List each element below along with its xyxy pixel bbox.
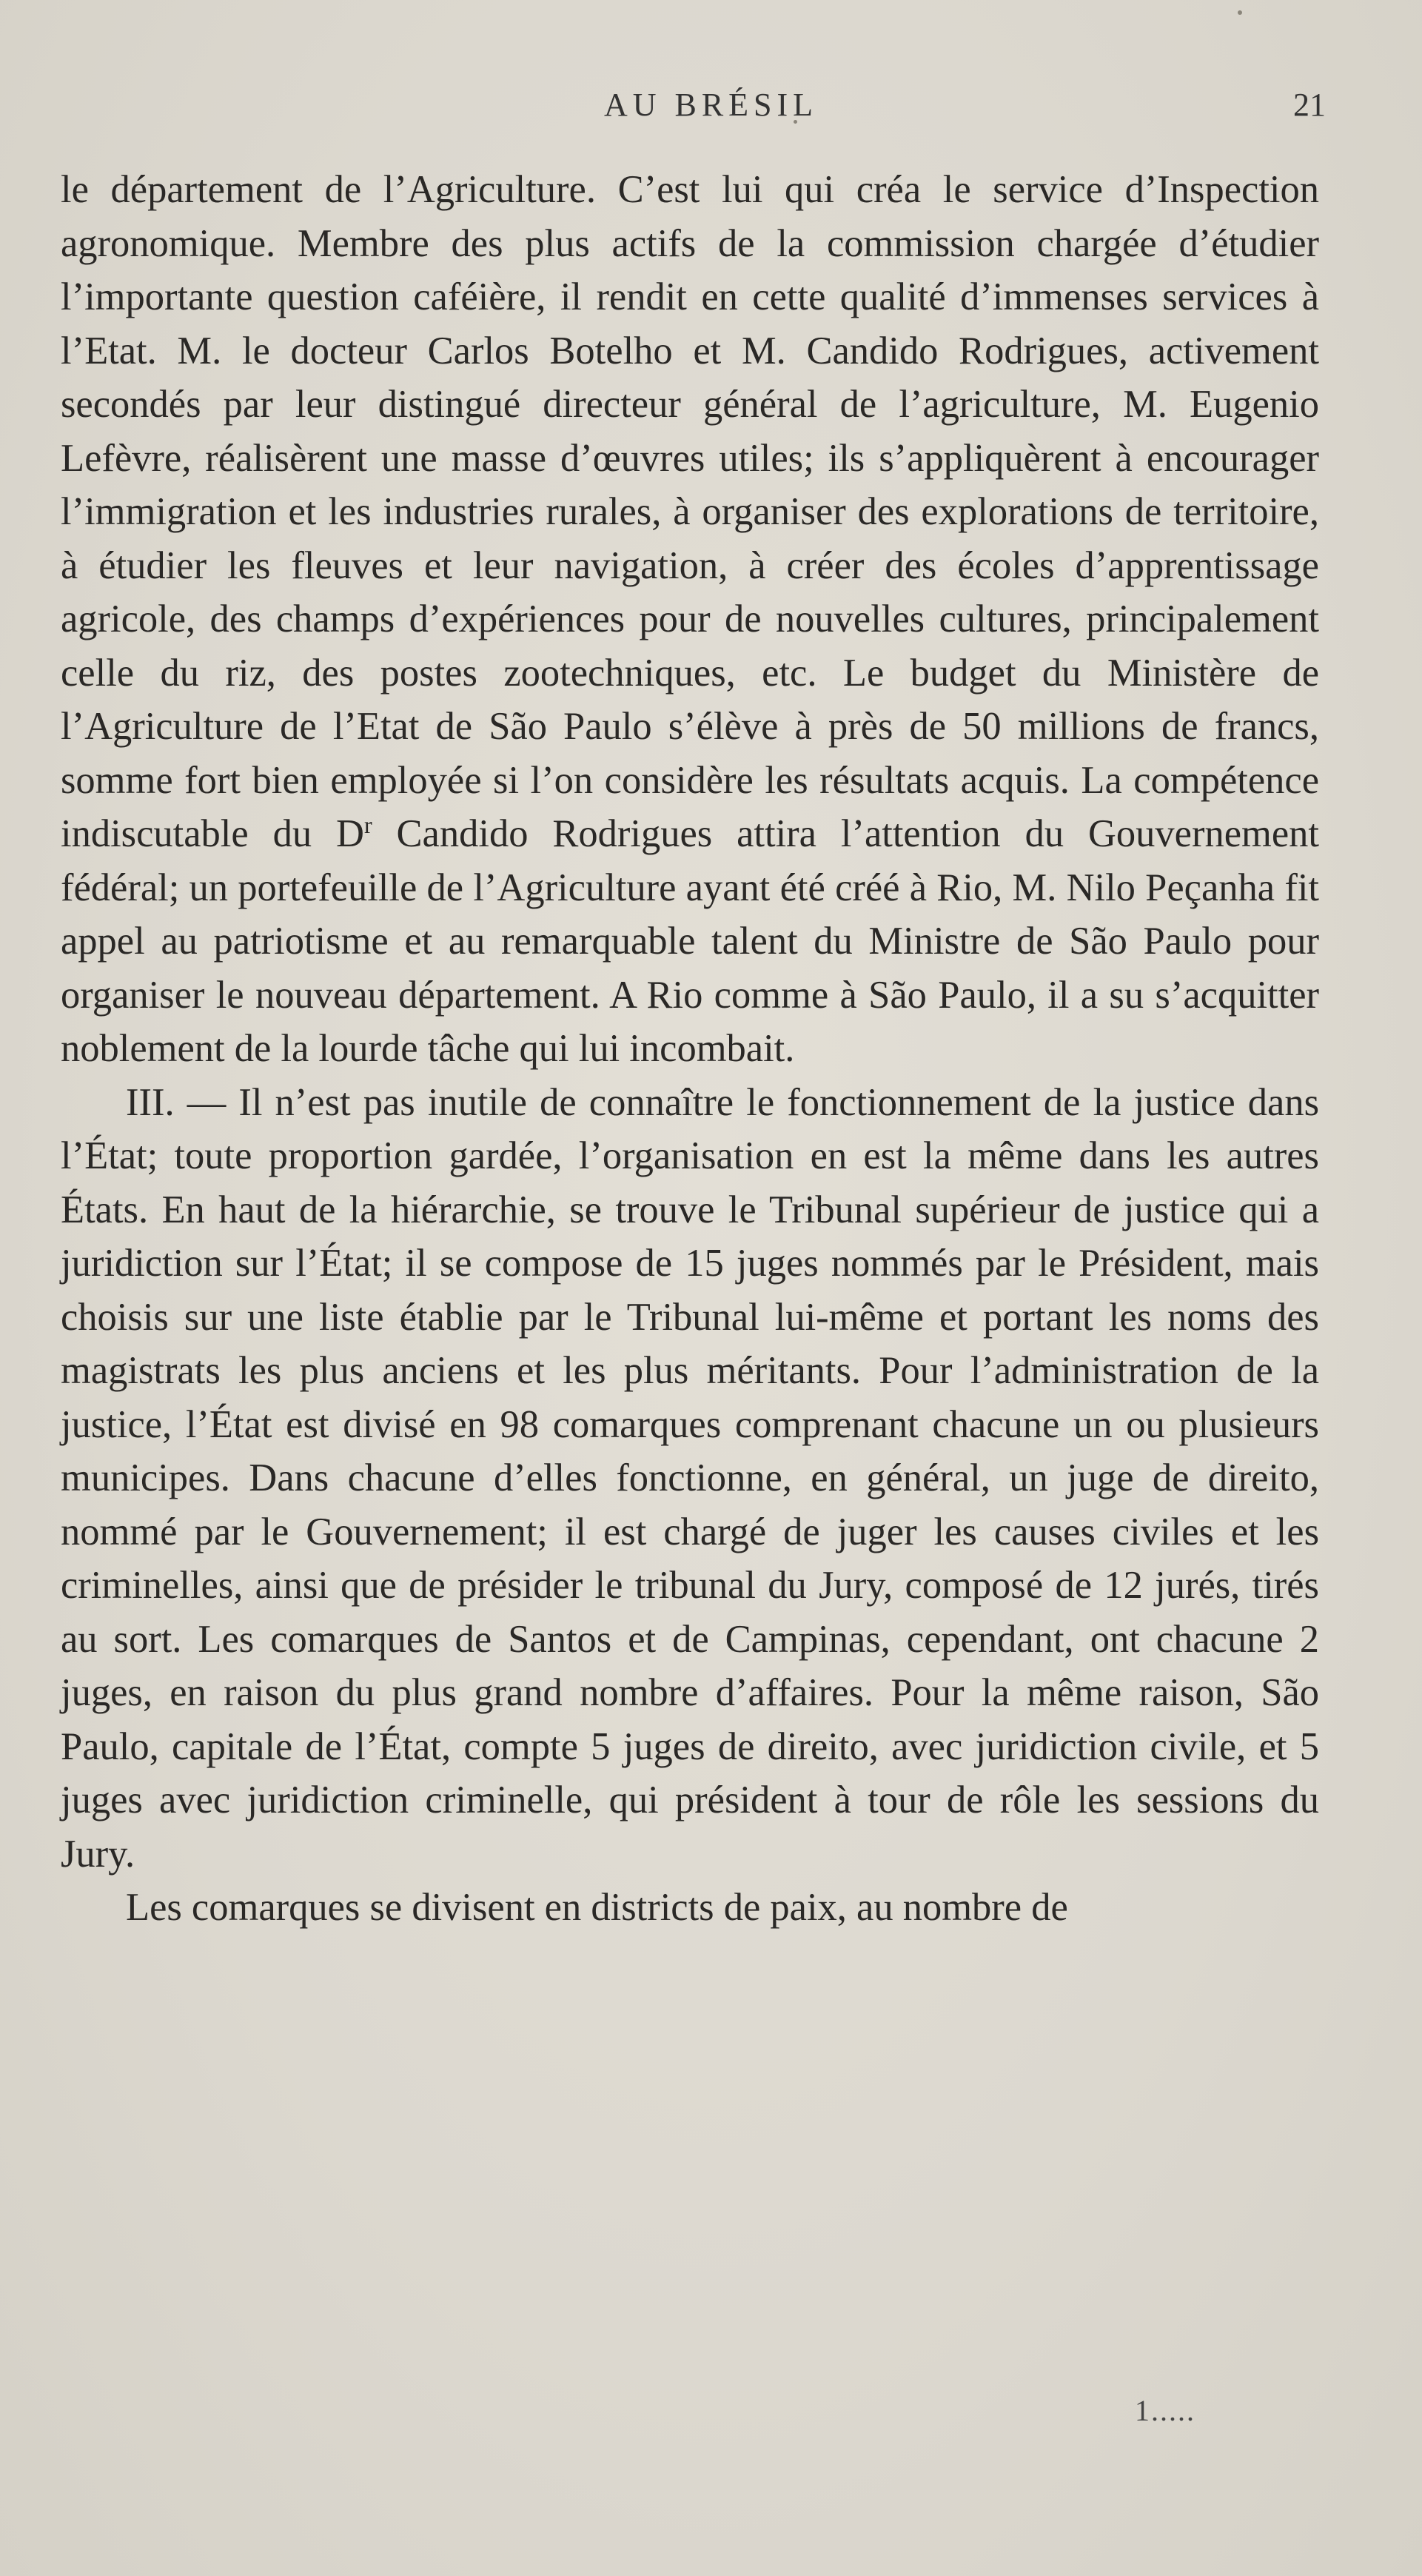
page-number: 21 [1293,87,1326,123]
paper-speck [1238,10,1242,15]
running-title: AU BRÉSIL [603,87,819,123]
paragraph-justice: III. — Il n’est pas inutile de connaître le fonctionnement de la justice dans l’État; toute proportion gardée, l’organisation en est la même dans les autres États. En haut de la hiérarchie, se trouve le Tribunal supérieur de justice qui a juridiction sur l’État; il se compose de 15 juges nommés par le Président, mais choisis sur une liste établie par le Tribunal lui-même et portant les noms des magistrats les plus anciens et les plus méritants. Pour l’administration de la justice, l’État est divisé en 98 comarques comprenant chacune un ou plusieurs municipes. Dans chacune d’elles fonctionne, en général, un juge de direito, nommé par le Gouvernement; il est chargé de juger les causes civiles et les criminelles, ainsi que de présider le tribunal du Jury, composé de 12 jurés, tirés au sort. Les comarques de Santos et de Campinas, cependant, ont chacune 2 juges, en raison du plus grand nombre d’affaires. Pour la même raison, São Paulo, capitale de l’État, compte 5 juges de direito, avec juridiction civile, et 5 juges avec juridiction criminelle, qui président à tour de rôle les sessions du Jury. [61,1080,1319,1876]
paragraph-text: le département de l’Agriculture. C’est lui qui créa le service d’Inspection agronomique. Membre des plus actifs de la commission chargée d’étudier l’importante question caféière, il rendit en cette qualité d’immenses services à l’Etat. M. le docteur Carlos Botelho et M. Candido Rodrigues, activement secondés par leur distingué directeur général de l’agriculture, M. Eugenio Lefèvre, réalisèrent une masse d’œuvres utiles; ils s’appliquèrent à encourager l’immigration et les industries rurales, à organiser des explorations de territoire, à étudier les fleuves et leur navigation, à créer des écoles d’apprentissage agricole, des champs d’expériences pour de nouvelles cultures, principalement celle du riz, des postes zootechniques, etc. Le budget du Ministère de l’Agriculture de l’Etat de São Paulo s’élève à près de 50 millions de francs, somme fort bien employée si l’on considère les résultats acquis. La compétence indiscutable du D [61,168,1319,855]
signature-mark: 1..... [1135,2394,1195,2427]
paragraph-comarques: Les comarques se divisent en districts de paix, au nombre de [126,1886,1068,1929]
running-head [0,83,1422,127]
doctor-abbreviation-superscript: r [363,812,372,838]
paragraph-text: Candido Rodrigues attira l’attention du Gouvernement fédéral; un portefeuille de l’Agriculture ayant été créé à Rio, M. Nilo Peçanha fit appel au patriotisme et au remarquable talent du Ministre de São Paulo pour organiser le nouveau département. A Rio comme à São Paulo, il a su s’acquitter noblement de la lourde tâche qui lui incombait. [61,812,1319,1070]
body-text [61,163,1319,1935]
paragraph-agriculture [61,163,1319,1076]
